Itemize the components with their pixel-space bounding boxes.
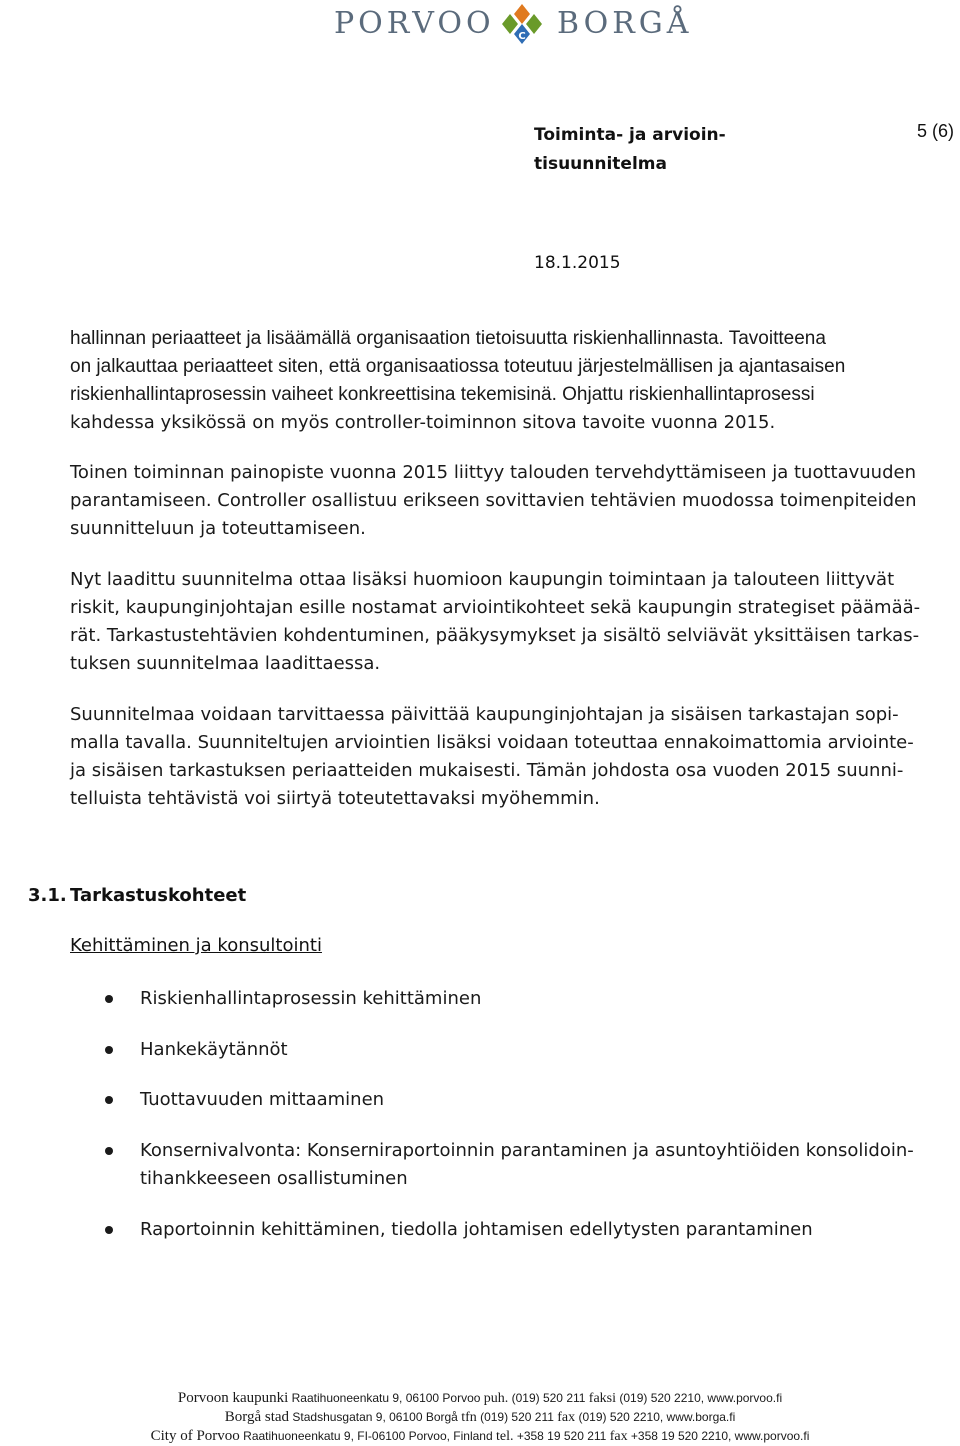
- footer-line-finnish: [0, 1390, 960, 1407]
- footer-fax-web: +358 19 520 2210, www.porvoo.fi: [627, 1429, 810, 1443]
- city-emblem-icon: [497, 2, 547, 48]
- footer-fax-web: (019) 520 2210, www.borga.fi: [575, 1410, 736, 1424]
- paragraph-line: ja sisäisen tarkastuksen periaatteiden mukaisesti. Tämän johdosta osa vuoden 2015 suunni-: [70, 760, 904, 781]
- paragraph-plan-risks: [70, 566, 956, 678]
- logo-text-borga: BORGÅ: [557, 6, 693, 41]
- paragraph-line: malla tavalla. Suunniteltujen arviointien lisäksi voidaan toteuttaa ennakoimattomia arviointe-: [70, 732, 914, 753]
- paragraph-line: tuksen suunnitelmaa laadittaessa.: [70, 653, 381, 674]
- porvoo-borga-logo: [0, 2, 960, 48]
- paragraph-risk-management: [70, 325, 956, 437]
- footer-fax-label: fax: [609, 1429, 628, 1444]
- paragraph-plan-updates: [70, 701, 956, 813]
- footer-fax-label: fax: [557, 1410, 576, 1425]
- list-item-text: Hankekäytännöt: [140, 1039, 288, 1060]
- document-date: 18.1.2015: [534, 253, 621, 273]
- footer-org-name: Borgå stad: [224, 1409, 290, 1425]
- footer-phone: +358 19 520 211: [513, 1429, 610, 1443]
- bullet-icon: [105, 1096, 113, 1104]
- footer-phone-label: tel.: [495, 1429, 514, 1444]
- document-title-line: tisuunnitelma: [534, 154, 667, 174]
- paragraph-line: on jalkauttaa periaatteet siten, että organisaatiossa toteutuu järjestelmällisen ja ajantasaisen: [70, 356, 846, 377]
- footer-phone-label: tfn: [461, 1410, 477, 1425]
- footer-org-name: Porvoon kaupunki: [177, 1390, 289, 1406]
- section-heading: [28, 885, 246, 906]
- paragraph-line: hallinnan periaatteet ja lisäämällä organisaation tietoisuutta riskienhallinnasta. Tavoitteena: [70, 328, 826, 349]
- paragraph-line: telluista tehtävistä voi siirtyä toteutettavaksi myöhemmin.: [70, 788, 600, 809]
- list-item-text: Riskienhallintaprosessin kehittäminen: [140, 988, 482, 1009]
- document-title: [534, 121, 754, 179]
- section-number: 3.1.: [28, 885, 67, 906]
- bullet-icon: [105, 1046, 113, 1054]
- list-item-text: Raportoinnin kehittäminen, tiedolla johtamisen edellytysten parantaminen: [140, 1219, 813, 1240]
- page-number: 5 (6): [917, 121, 955, 141]
- logo-text-porvoo: PORVOO: [334, 6, 495, 41]
- footer-address: Stadshusgatan 9, 06100 Borgå: [289, 1410, 462, 1424]
- paragraph-line: Suunnitelmaa voidaan tarvittaessa päivittää kaupunginjohtajan ja sisäisen tarkastajan sopi-: [70, 704, 899, 725]
- paragraph-line: Nyt laadittu suunnitelma ottaa lisäksi huomioon kaupungin toimintaan ja talouteen liittyvät: [70, 569, 895, 590]
- document-title-line: Toiminta- ja arvioin-: [534, 125, 726, 145]
- footer-phone: (019) 520 211: [508, 1391, 589, 1405]
- footer-line-english: [0, 1428, 960, 1445]
- footer-address: Raatihuoneenkatu 9, FI-06100 Porvoo, Finland: [239, 1429, 496, 1443]
- paragraph-line: parantamiseen. Controller osallistuu erikseen sovittavien tehtävien muodossa toimenpiteiden: [70, 490, 917, 511]
- bullet-icon: [105, 995, 113, 1003]
- footer-phone-label: puh.: [483, 1391, 509, 1406]
- paragraph-second-focus: [70, 459, 956, 543]
- paragraph-line: kahdessa yksikössä on myös controller-toiminnon sitova tavoite vuonna 2015.: [70, 412, 776, 433]
- subheading-development: Kehittäminen ja konsultointi: [70, 935, 322, 956]
- paragraph-line: suunnitteluun ja toteuttamiseen.: [70, 518, 366, 539]
- section-title: Tarkastuskohteet: [70, 885, 247, 906]
- list-item-text: Tuottavuuden mittaaminen: [140, 1089, 385, 1110]
- footer-org-name: City of Porvoo: [150, 1428, 240, 1444]
- footer-address: Raatihuoneenkatu 9, 06100 Porvoo: [288, 1391, 484, 1405]
- footer-fax-label: faksi: [588, 1391, 617, 1406]
- footer-line-swedish: [0, 1409, 960, 1426]
- paragraph-line: riskit, kaupunginjohtajan esille nostamat arviointikohteet sekä kaupungin strategiset päämää-: [70, 597, 921, 618]
- list-item-text: tihankkeeseen osallistuminen: [140, 1168, 408, 1189]
- bullet-icon: [105, 1226, 113, 1234]
- bullet-icon: [105, 1147, 113, 1155]
- emblem-letter: C: [518, 31, 526, 42]
- paragraph-line: Toinen toiminnan painopiste vuonna 2015 liittyy talouden tervehdyttämiseen ja tuottavuuden: [70, 462, 916, 483]
- list-item-text: Konsernivalvonta: Konserniraportoinnin parantaminen ja asuntoyhtiöiden konsolidoin-: [140, 1140, 914, 1161]
- footer-fax-web: (019) 520 2210, www.porvoo.fi: [616, 1391, 783, 1405]
- paragraph-line: rät. Tarkastustehtävien kohdentuminen, pääkysymykset ja sisältö selviävät yksittäisen tarkas-: [70, 625, 920, 646]
- paragraph-line: riskienhallintaprosessin vaiheet konkreettisina tekemisinä. Ohjattu riskienhallintaprosessi: [70, 384, 815, 405]
- footer-phone: (019) 520 211: [476, 1410, 558, 1424]
